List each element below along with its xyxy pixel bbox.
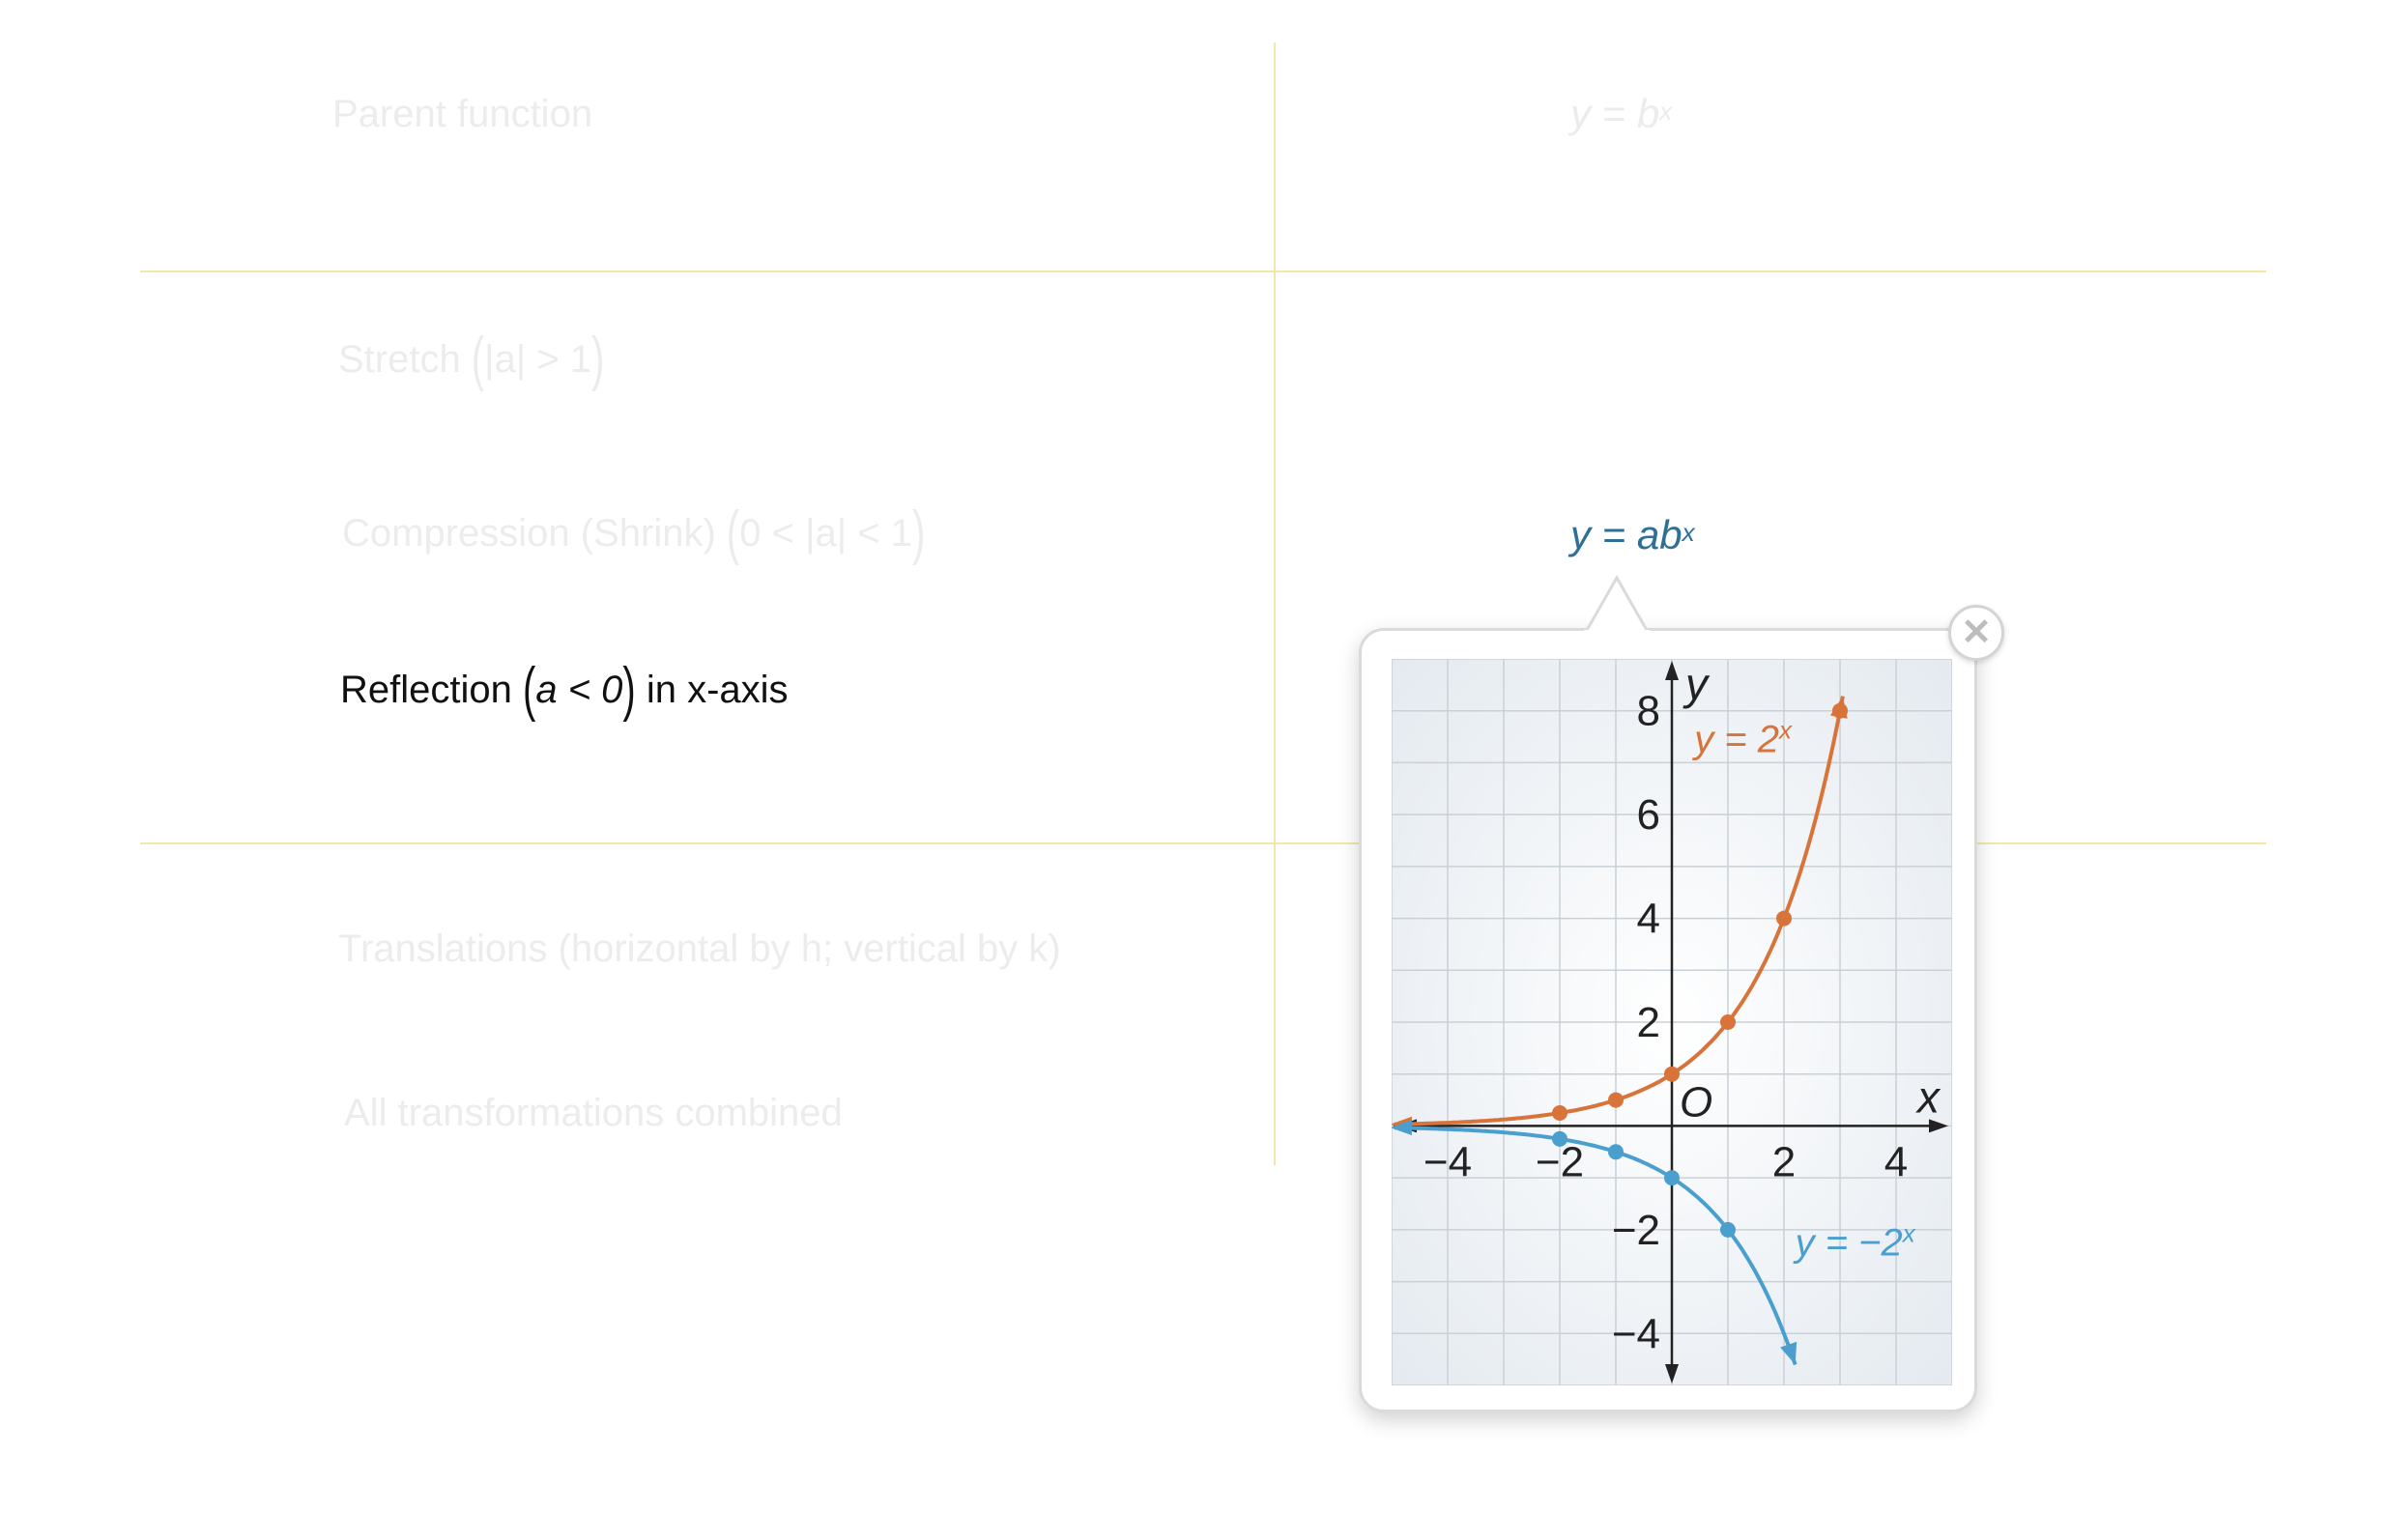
row-math: a < 0 (535, 669, 623, 711)
formula-base: y = ab (1570, 512, 1682, 557)
formula-exponent: x (1682, 518, 1695, 547)
series-orange-label-base: y = 2 (1694, 718, 1780, 761)
series-blue-label-base: y = −2 (1795, 1221, 1903, 1265)
table-column-divider (1274, 43, 1276, 1165)
row-reflection[interactable] (340, 656, 789, 723)
row-math: |a| > 1 (484, 338, 592, 381)
row-label-text: Compression (Shrink) (342, 512, 716, 555)
row-label-suffix: in x-axis (646, 669, 789, 711)
row-translations[interactable] (338, 927, 1061, 971)
x-tick-label: −4 (1423, 1138, 1473, 1186)
row-label-text: Reflection (340, 669, 512, 711)
series-blue-point (1720, 1222, 1736, 1238)
transform-formula (1570, 512, 1695, 558)
row-all-transformations[interactable] (344, 1092, 843, 1135)
series-orange-point (1832, 703, 1848, 719)
exponential-graph (1392, 659, 1952, 1385)
series-orange-label-exponent: x (1779, 715, 1793, 745)
series-orange-point (1664, 1067, 1680, 1082)
y-axis-label: y (1685, 659, 1708, 709)
row-parent-function[interactable] (332, 93, 592, 136)
series-blue-label-exponent: x (1902, 1218, 1915, 1248)
paren-close: ) (911, 499, 926, 566)
x-tick-label: 2 (1771, 1138, 1797, 1186)
close-icon: ✕ (1961, 613, 1992, 653)
series-orange-point (1776, 911, 1792, 927)
y-tick-label: −2 (1611, 1206, 1660, 1254)
formula-exponent: x (1659, 97, 1673, 126)
row-compression[interactable] (342, 499, 926, 566)
row-math: 0 < |a| < 1 (739, 512, 912, 555)
table-divider-1 (140, 271, 2266, 272)
popup-pointer (1582, 574, 1652, 634)
series-orange-point (1720, 1014, 1736, 1030)
row-label-text: All transformations combined (344, 1092, 843, 1134)
x-axis-label: x (1917, 1071, 1940, 1123)
row-label-text: Parent function (332, 93, 593, 135)
paren-open: ( (523, 656, 536, 723)
y-tick-label: 8 (1636, 687, 1660, 735)
y-tick-label: 2 (1636, 999, 1660, 1046)
parent-formula (1570, 91, 1672, 137)
close-popup-button[interactable] (1948, 605, 2004, 661)
series-orange-label (1691, 716, 1793, 761)
series-orange-point (1608, 1093, 1624, 1108)
x-tick-label: −2 (1535, 1138, 1585, 1186)
row-label-text: Stretch (338, 338, 461, 381)
x-tick-label: 4 (1884, 1138, 1909, 1186)
series-blue-label (1793, 1219, 1916, 1265)
row-stretch[interactable] (338, 326, 605, 392)
y-tick-label: −4 (1611, 1310, 1660, 1358)
formula-base: y = b (1570, 91, 1660, 136)
paren-close: ) (622, 656, 636, 723)
series-orange-point (1552, 1105, 1567, 1121)
row-label-text: Translations (horizontal by h; vertical by k) (338, 927, 1061, 970)
series-blue-point (1608, 1144, 1624, 1159)
paren-open: ( (471, 326, 485, 392)
paren-open: ( (726, 499, 740, 566)
y-tick-label: 4 (1636, 895, 1660, 943)
y-tick-label: 6 (1636, 791, 1660, 840)
series-blue-point (1664, 1170, 1680, 1185)
origin-label: O (1680, 1078, 1713, 1126)
paren-close: ) (591, 326, 605, 392)
